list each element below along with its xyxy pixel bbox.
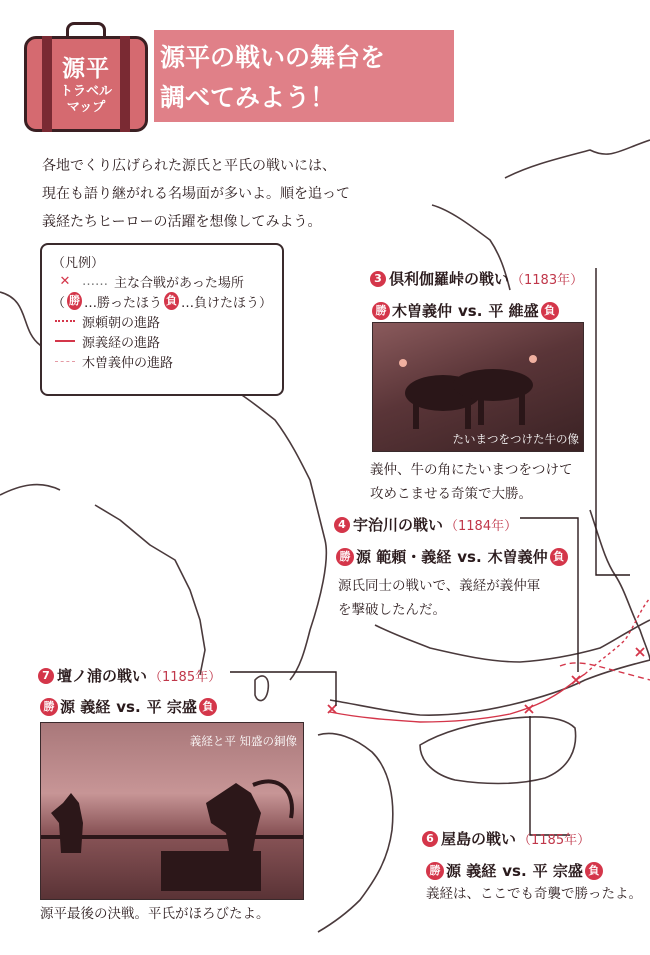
tsushima	[255, 676, 268, 701]
loser: 平 宗盛	[146, 698, 197, 716]
battle-6-match	[424, 860, 605, 881]
route-dotted-icon	[52, 314, 78, 329]
battle-3-match	[370, 300, 561, 321]
intro-line: 各地でくり広げられた源氏と平氏の戦いには、	[42, 158, 336, 174]
vs-label: vs.	[458, 301, 483, 320]
vs-label: vs.	[116, 697, 141, 716]
vs-label: vs.	[457, 547, 482, 566]
legend-title: （凡例）	[52, 255, 105, 271]
loser: 平 維盛	[488, 302, 539, 320]
win-badge-icon: 勝	[336, 548, 354, 566]
battle-number-icon: 6	[422, 831, 438, 847]
battle-mark-uji	[572, 676, 580, 684]
intro-text	[42, 152, 412, 236]
photo-caption: 義経と平 知盛の銅像	[189, 734, 297, 748]
loser: 平 宗盛	[532, 862, 583, 880]
lose-badge-icon: 負	[585, 862, 603, 880]
legend-battle-row	[52, 271, 272, 291]
vs-label: vs.	[502, 861, 527, 880]
loser: 木曽義仲	[487, 548, 548, 566]
legend-route3-row	[52, 351, 272, 371]
battle-number-icon: 4	[334, 517, 350, 533]
lose-badge-icon: 負	[199, 698, 217, 716]
legend-lose-desc: …負けたほう）	[180, 295, 272, 311]
page-title	[160, 38, 450, 118]
route-solid-icon	[52, 334, 78, 349]
badge-line-1: 源平	[62, 56, 110, 82]
photo-caption: たいまつをつけた牛の像	[452, 432, 579, 446]
battle-4-title	[334, 514, 517, 535]
battle-year: （1185年）	[149, 670, 222, 685]
honshu-north-coast	[505, 140, 650, 178]
winner: 源 義経	[446, 862, 497, 880]
korea-coast-west	[95, 505, 205, 675]
battle-7-title	[38, 665, 221, 686]
win-badge-icon: 勝	[40, 698, 58, 716]
battle-name: 宇治川の戦い	[353, 516, 444, 534]
kyushu	[318, 734, 393, 932]
note-line: 攻めこませる奇策で大勝。	[370, 486, 532, 502]
battle-mark-kurikara	[636, 648, 644, 656]
note-line: 義仲、牛の角にたいまつをつけて	[370, 462, 573, 478]
battle-7-match	[38, 696, 219, 717]
battle-4-match	[334, 546, 570, 567]
winner: 源 義経	[60, 698, 111, 716]
honshu-south	[330, 660, 650, 715]
battle-year: （1184年）	[445, 519, 518, 534]
lose-badge-icon: 負	[541, 302, 559, 320]
lose-badge-icon: 負	[550, 548, 568, 566]
legend-paren: （	[52, 295, 66, 311]
intro-line: 現在も語り継がれる名場面が多いよ。順を追って	[42, 186, 350, 202]
lose-badge-icon: 負	[164, 292, 179, 310]
legend-route1: 源頼朝の進路	[82, 315, 161, 331]
battle-7-note	[40, 902, 270, 926]
leader-b3	[596, 268, 630, 575]
legend-route2: 源義経の進路	[82, 335, 161, 351]
battle-number-icon: 7	[38, 668, 54, 684]
battle-name: 屋島の戦い	[441, 830, 517, 848]
win-badge-icon: 勝	[67, 292, 82, 310]
legend-route2-row	[52, 331, 272, 351]
win-badge-icon: 勝	[426, 862, 444, 880]
yoshitsune-route	[330, 674, 585, 722]
battle-year: （1183年）	[511, 273, 584, 288]
leader-b7	[230, 672, 336, 706]
battle-6-note	[426, 882, 642, 906]
route-dashed-icon	[52, 354, 78, 369]
battle-3-title	[370, 268, 583, 289]
honshu-west	[375, 620, 650, 662]
battle-mark-icon: ✕	[59, 273, 71, 289]
battle-name: 倶利伽羅峠の戦い	[389, 270, 510, 288]
legend-battle-desc: 主な合戦があった場所	[114, 275, 244, 291]
legend-win-desc: …勝ったほう	[83, 295, 162, 311]
win-badge-icon: 勝	[372, 302, 390, 320]
badge-line-2-text: トラベル	[59, 84, 112, 99]
battle-number-icon: 3	[370, 271, 386, 287]
page-title-line-2: 調べてみよう！	[160, 83, 336, 112]
legend-route3: 木曽義仲の進路	[82, 355, 174, 371]
badge-line-2	[24, 84, 148, 116]
page-title-line-1: 源平の戦いの舞台を	[160, 43, 386, 72]
note-line: 源平最後の決戦。平氏がほろびたよ。	[40, 906, 270, 922]
battle-4-note	[338, 574, 540, 622]
note-line: 源氏同士の戦いで、義経が義仲軍	[338, 578, 541, 594]
battle-name: 壇ノ浦の戦い	[57, 667, 148, 685]
battle-3-note	[370, 458, 573, 506]
bull-statue-photo	[372, 322, 584, 452]
battle-year: （1185年）	[518, 833, 591, 848]
legend-winlose-row	[52, 291, 272, 311]
map-legend	[40, 243, 284, 396]
statue-drawing	[41, 723, 303, 899]
winner: 源 範頼・義経	[356, 548, 452, 566]
statue-photo	[40, 722, 304, 900]
legend-route1-row	[52, 311, 272, 331]
mainland-small-coast	[0, 485, 60, 495]
shikoku	[420, 717, 576, 784]
legend-dots: ……	[82, 273, 108, 289]
note-line: を撃破したんだ。	[338, 602, 446, 618]
note-line: 義経は、ここでも奇襲で勝ったよ。	[426, 886, 642, 902]
battle-6-title	[422, 828, 590, 849]
travel-map-badge	[24, 22, 148, 132]
winner: 木曽義仲	[392, 302, 453, 320]
badge-line-3-text: マップ	[66, 100, 106, 115]
intro-line: 義経たちヒーローの活躍を想像してみよう。	[42, 214, 322, 230]
